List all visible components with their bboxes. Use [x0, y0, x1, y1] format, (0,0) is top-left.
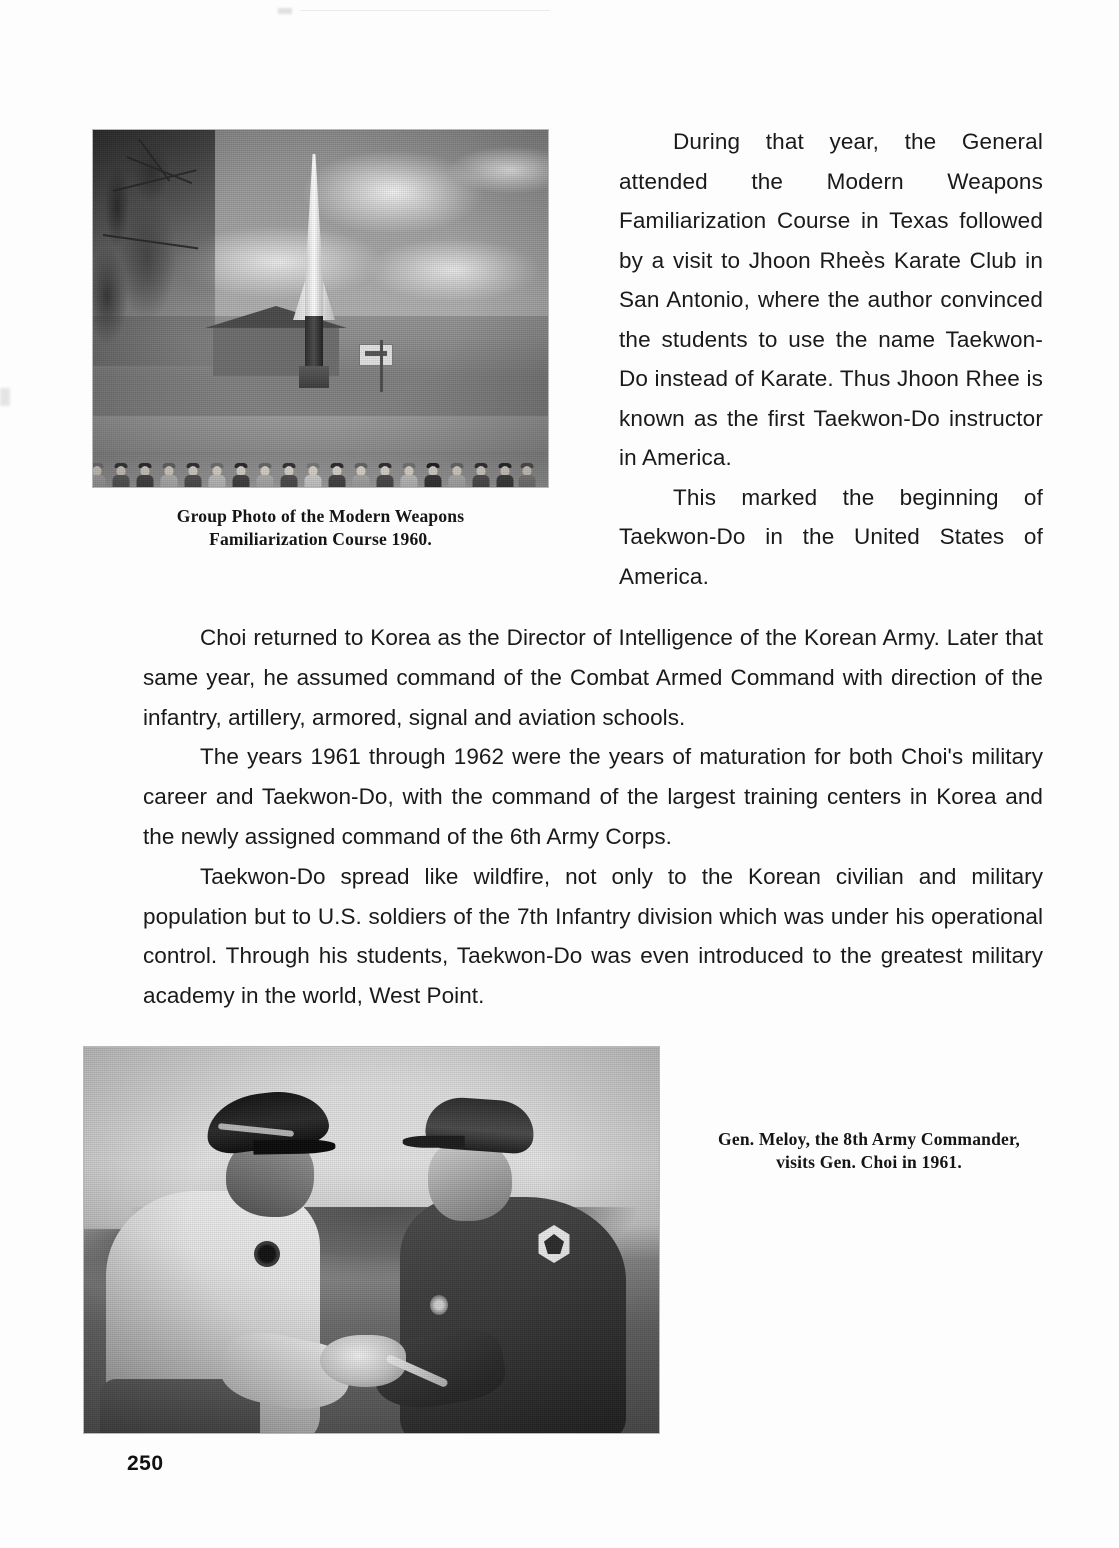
photo-officer-left — [94, 1087, 344, 1433]
photo-officer-right-cap — [424, 1095, 535, 1154]
scan-artifact-edge — [0, 388, 10, 406]
photo-crowd — [93, 356, 548, 466]
photo-officer-right-face — [428, 1141, 512, 1221]
right-paragraph-2: This marked the beginning of Taekwon-Do in the United States of America. — [619, 484, 1043, 589]
caption-line-1: Group Photo of the Modern Weapons — [176, 506, 465, 526]
photo-officer-left-cap — [203, 1086, 331, 1156]
caption-line-2: visits Gen. Choi in 1961. — [776, 1152, 962, 1172]
page-number: 250 — [127, 1452, 164, 1475]
right-column-text — [619, 122, 1043, 596]
caption-line-1: Gen. Meloy, the 8th Army Commander, — [718, 1129, 1020, 1149]
scan-artifact-icon — [278, 8, 292, 14]
photo-officer-right — [384, 1095, 654, 1433]
scan-artifact-line — [300, 10, 550, 11]
photo-meloy-choi-handshake — [84, 1047, 659, 1433]
figure-caption-handshake — [669, 1128, 1069, 1174]
body-paragraph-2: The years 1961 through 1962 were the years of maturation for both Choi's military career and Taekwon-Do, with the command of the largest training centers in Korea and the newly assigned command of the 6th Army Corps. — [143, 744, 1043, 849]
photo-group-modern-weapons — [93, 130, 548, 487]
caption-line-2: Familiarization Course 1960. — [209, 529, 432, 549]
right-paragraph-1: During that year, the General attended the Modern Weapons Familiarization Course in Texas followed by a visit to Jhoon Rheès Karate Club in San Antonio, where the author convinced the students to use the name Taekwon-Do instead of Karate. Thus Jhoon Rhee is known as the first Taekwon-Do instructor in America. — [619, 129, 1043, 470]
figure-caption-missile — [93, 505, 548, 551]
photo-officer-right-badge — [430, 1295, 448, 1315]
body-paragraph-1: Choi returned to Korea as the Director of Intelligence of the Korean Army. Later that same year, he assumed command of the Combat Armed Command with direction of the infantry, artillery, armored, signal and aviation schools. — [143, 625, 1043, 730]
body-text-block — [143, 618, 1043, 1016]
body-paragraph-3: Taekwon-Do spread like wildfire, not only to the Korean civilian and military population but to U.S. soldiers of the 7th Infantry division which was under his operational control. Through his students, Taekwon-Do was even introduced to the greatest military academy in the world, West Point. — [143, 863, 1043, 1009]
photo-officer-left-shoulder-patch — [254, 1241, 280, 1267]
